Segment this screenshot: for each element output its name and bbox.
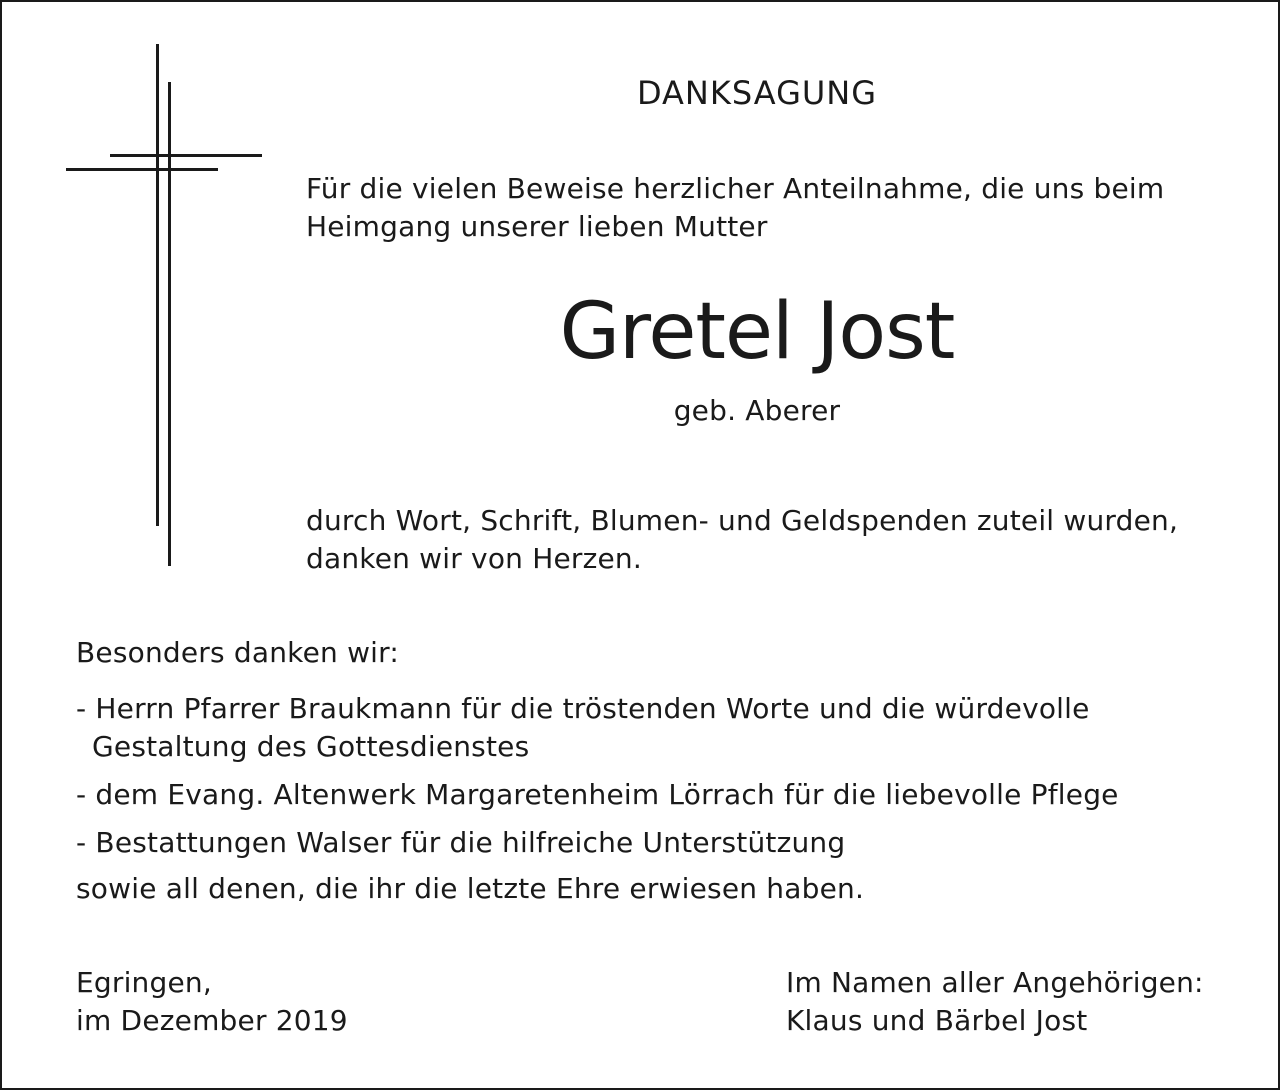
closing-line: sowie all denen, die ihr die letzte Ehre erwiesen haben. bbox=[76, 872, 865, 905]
intro-line-1: Für die vielen Beweise herzlicher Anteilnahme, die uns beim bbox=[306, 172, 1165, 205]
body-line-2: danken wir von Herzen. bbox=[306, 542, 642, 575]
thanks-item-pastor: - Herrn Pfarrer Braukmann für die tröstenden Worte und die würdevolle bbox=[76, 692, 1090, 725]
date: im Dezember 2019 bbox=[76, 1004, 348, 1037]
cross-horizontal-top bbox=[110, 154, 262, 157]
signature-names: Klaus und Bärbel Jost bbox=[786, 1004, 1088, 1037]
birth-name: geb. Aberer bbox=[673, 394, 841, 427]
body-line-1: durch Wort, Schrift, Blumen- und Geldspenden zuteil wurden, bbox=[306, 504, 1179, 537]
signature-intro: Im Namen aller Angehörigen: bbox=[786, 966, 1204, 999]
thanks-item-care-home: - dem Evang. Altenwerk Margaretenheim Lörrach für die liebevolle Pflege bbox=[76, 778, 1119, 811]
notice-heading: DANKSAGUNG bbox=[636, 74, 878, 112]
intro-line-2: Heimgang unserer lieben Mutter bbox=[306, 210, 768, 243]
deceased-name: Gretel Jost bbox=[559, 287, 955, 377]
thanks-item-pastor-cont: Gestaltung des Gottesdienstes bbox=[92, 730, 530, 763]
place: Egringen, bbox=[76, 966, 212, 999]
thanks-item-undertaker: - Bestattungen Walser für die hilfreiche Unterstützung bbox=[76, 826, 846, 859]
special-thanks-intro: Besonders danken wir: bbox=[76, 636, 400, 669]
cross-horizontal-bottom bbox=[66, 168, 218, 171]
